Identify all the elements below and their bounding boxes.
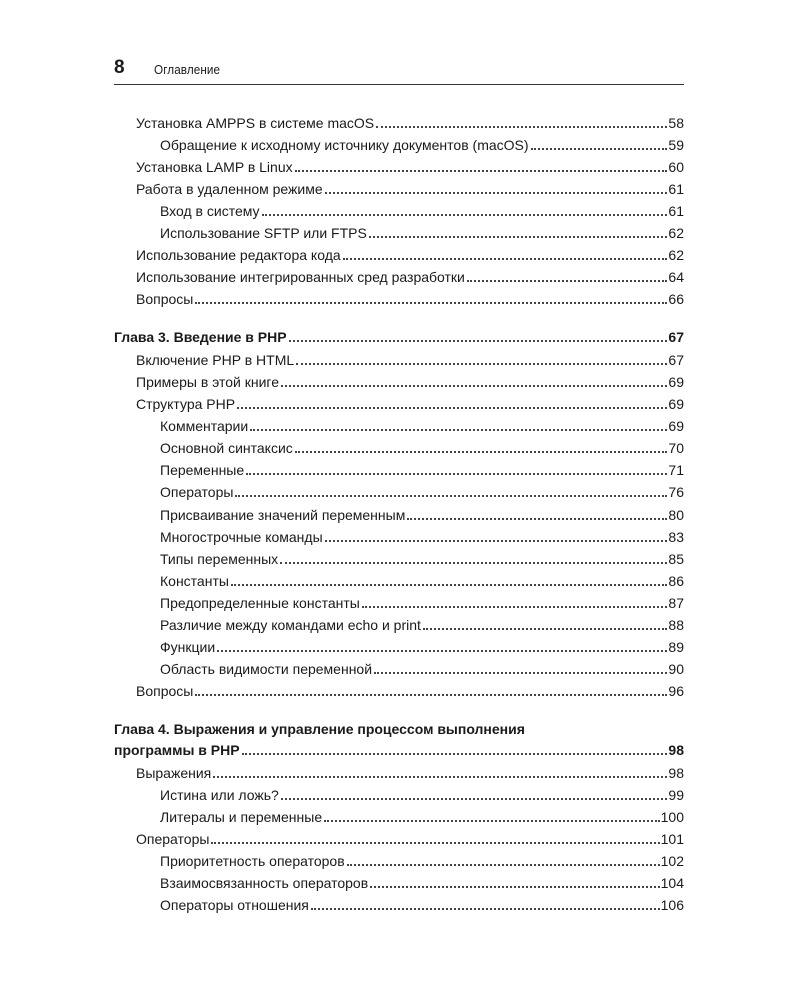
dot-leader (235, 495, 667, 497)
toc-entry-page: 100 (660, 809, 684, 825)
toc-chapter-4[interactable] (114, 740, 684, 760)
toc-entry-title: Типы переменных (160, 551, 279, 567)
toc-entry[interactable] (136, 372, 684, 392)
dot-leader (423, 628, 668, 630)
toc-entry-page: 67 (668, 352, 684, 368)
toc-entry-page: 69 (668, 396, 684, 412)
toc-entry[interactable] (136, 829, 684, 849)
dot-leader (407, 518, 667, 520)
dot-leader (280, 562, 667, 564)
toc-entry[interactable] (136, 681, 684, 701)
toc-entry-title: Вопросы (136, 291, 194, 307)
toc-entry[interactable] (160, 593, 684, 613)
toc-entry-page: 60 (668, 159, 684, 175)
dot-leader (343, 258, 668, 260)
dot-leader (362, 606, 668, 608)
dot-leader (325, 192, 668, 194)
toc-entry-page: 87 (668, 595, 684, 611)
toc-entry[interactable] (160, 223, 684, 243)
toc-entry[interactable] (136, 113, 684, 133)
toc-entry[interactable] (160, 482, 684, 502)
dot-leader (324, 820, 660, 822)
toc-entry[interactable] (160, 807, 684, 827)
toc-entry[interactable] (160, 201, 684, 221)
toc-entry[interactable] (160, 460, 684, 480)
dot-leader (262, 214, 668, 216)
dot-leader (246, 473, 667, 475)
toc-entry[interactable] (160, 851, 684, 871)
toc-entry-page: 90 (668, 661, 684, 677)
toc-entry[interactable] (136, 289, 684, 309)
toc-entry-page: 61 (668, 181, 684, 197)
toc-entry-page: 66 (668, 291, 684, 307)
dot-leader (195, 302, 667, 304)
toc-entry-title: Операторы отношения (160, 897, 309, 913)
toc-entry-title: Операторы (136, 831, 210, 847)
toc-entry-page: 106 (660, 897, 684, 913)
toc-entry-title: Использование SFTP или FTPS (160, 225, 367, 241)
dot-leader (281, 385, 667, 387)
toc-entry-title: Использование интегрированных сред разработки (136, 269, 465, 285)
toc-entry[interactable] (136, 350, 684, 370)
toc-entry-title: Присваивание значений переменным (160, 507, 406, 523)
toc-entry-title: Работа в удаленном режиме (136, 181, 323, 197)
toc-entry-title: Комментарии (160, 418, 249, 434)
toc-entry-page: 102 (660, 853, 684, 869)
toc-entry-page: 86 (668, 573, 684, 589)
toc-entry-page: 61 (668, 203, 684, 219)
toc-entry-page: 89 (668, 639, 684, 655)
dot-leader (281, 798, 668, 800)
toc-entry-page: 67 (668, 329, 684, 345)
toc-entry[interactable] (160, 527, 684, 547)
toc-entry-title: Установка AMPPS в системе macOS (136, 115, 375, 131)
toc-entry-title: Обращение к исходному источнику документов (macOS) (160, 137, 529, 153)
toc-entry-page: 70 (668, 440, 684, 456)
toc-entry-page: 69 (668, 418, 684, 434)
dot-leader (289, 340, 668, 342)
toc-entry-page: 83 (668, 529, 684, 545)
toc-entry[interactable] (160, 615, 684, 635)
toc-entry-title: Предопределенные константы (160, 595, 360, 611)
dot-leader (295, 170, 668, 172)
toc-entry[interactable] (160, 895, 684, 915)
dot-leader (376, 126, 667, 128)
dot-leader (531, 148, 668, 150)
toc-entry-title: Многострочные команды (160, 529, 323, 545)
dot-leader (195, 694, 667, 696)
toc-entry-page: 101 (660, 831, 684, 847)
dot-leader (369, 236, 668, 238)
toc-entry-title: Примеры в этой книге (136, 374, 279, 390)
toc-entry-title: Приоритетность операторов (160, 853, 345, 869)
toc-entry[interactable] (136, 763, 684, 783)
toc-entry-title: Включение PHP в HTML (136, 352, 295, 368)
toc-entry-title: Вопросы (136, 683, 194, 699)
dot-leader (370, 886, 659, 888)
dot-leader (213, 776, 667, 778)
toc-entry-title: Функции (160, 639, 216, 655)
dot-leader (250, 429, 667, 431)
toc-entry-title: Различие между командами echo и print (160, 617, 421, 633)
dot-leader (242, 753, 668, 755)
dot-leader (296, 363, 667, 365)
dot-leader (311, 908, 660, 910)
toc-entry-page: 96 (668, 683, 684, 699)
toc-entry[interactable] (136, 394, 684, 414)
toc-entry[interactable] (160, 438, 684, 458)
toc-entry-page: 76 (668, 484, 684, 500)
toc-entry-title: Взаимосвязанность операторов (160, 875, 369, 891)
toc-entry-page: 85 (668, 551, 684, 567)
toc-entry[interactable] (160, 637, 684, 657)
toc-entry-page: 62 (668, 247, 684, 263)
toc-entry[interactable] (160, 416, 684, 436)
toc-entry-page: 80 (668, 507, 684, 523)
toc-entry[interactable] (136, 179, 684, 199)
dot-leader (231, 584, 668, 586)
toc-entry-title: Истина или ложь? (160, 787, 279, 803)
page-header (114, 56, 684, 85)
toc-entry[interactable] (136, 157, 684, 177)
toc-entry-title: Литералы и переменные (160, 809, 323, 825)
dot-leader (211, 842, 659, 844)
toc-entry-page: 58 (668, 115, 684, 131)
toc-entry[interactable] (160, 873, 684, 893)
toc-entry[interactable] (136, 245, 684, 265)
toc-entry-page: 69 (668, 374, 684, 390)
toc-chapter-title: программы в PHP (114, 742, 240, 758)
toc-entry-page: 64 (668, 269, 684, 285)
toc-entry-title: Использование редактора кода (136, 247, 341, 263)
toc-entry[interactable] (136, 267, 684, 287)
toc-entry[interactable] (160, 505, 684, 525)
toc-entry-page: 59 (668, 137, 684, 153)
running-title: Оглавление (154, 62, 221, 77)
toc-entry[interactable] (160, 571, 684, 591)
toc-entry-page: 99 (668, 787, 684, 803)
toc-entry-page: 88 (668, 617, 684, 633)
toc-entry-page: 62 (668, 225, 684, 241)
toc-entry-page: 104 (660, 875, 684, 891)
toc-entry-title: Установка LAMP в Linux (136, 159, 293, 175)
toc-entry-title: Выражения (136, 765, 212, 781)
toc-entry-page: 71 (668, 462, 684, 478)
dot-leader (467, 280, 668, 282)
toc-chapter-title: Глава 3. Введение в PHP (114, 329, 287, 345)
toc-chapter-3[interactable] (114, 327, 684, 347)
toc-entry-title: Структура PHP (136, 396, 236, 412)
toc-entry-title: Вход в систему (160, 203, 260, 219)
toc-entry-title: Константы (160, 573, 229, 589)
toc-entry-page: 98 (668, 765, 684, 781)
toc-entry[interactable] (160, 549, 684, 569)
dot-leader (347, 864, 660, 866)
toc-entry-title: Область видимости переменной (160, 661, 373, 677)
dot-leader (237, 407, 667, 409)
dot-leader (325, 540, 668, 542)
toc-entry-title: Переменные (160, 462, 245, 478)
toc-entry[interactable] (160, 785, 684, 805)
toc-chapter-4-line1[interactable]: Глава 4. Выражения и управление процессом выполнения (114, 721, 525, 737)
toc-entry[interactable] (160, 135, 684, 155)
toc-entry[interactable] (160, 659, 684, 679)
dot-leader (217, 650, 667, 652)
toc-entry-title: Основной синтаксис (160, 440, 293, 456)
dot-leader (374, 672, 667, 674)
dot-leader (295, 451, 668, 453)
toc-entry-page: 98 (668, 742, 684, 758)
toc-entry-title: Операторы (160, 484, 234, 500)
page-number: 8 (114, 57, 125, 78)
